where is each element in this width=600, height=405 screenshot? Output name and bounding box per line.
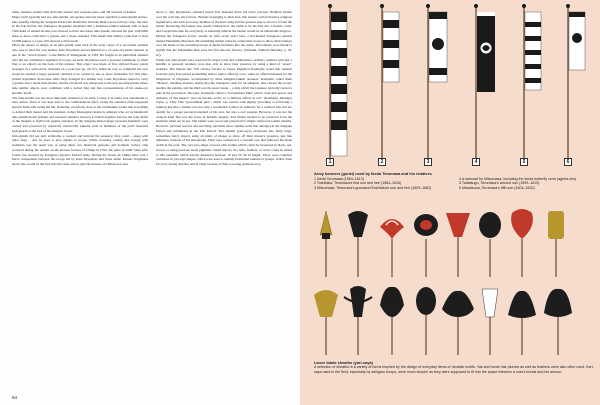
sheath-12 — [416, 287, 436, 355]
sheath-7 — [511, 209, 533, 277]
sheath-3 — [380, 219, 404, 277]
sheath-16 — [544, 289, 572, 355]
sheath-caption-title: Lance blade sheaths (yari-saya) — [314, 360, 373, 365]
sheath-11 — [380, 287, 404, 355]
banner-6 — [569, 12, 585, 70]
caption-item: 4 a samurai for Mitsumasa, including the Ikeda butterfly crest (ageha-cho). — [459, 176, 578, 181]
banner-caption — [314, 172, 594, 190]
banner-5 — [525, 12, 541, 90]
sheath-5 — [446, 213, 470, 277]
sheath-4 — [414, 214, 438, 277]
banner-4 — [477, 12, 495, 92]
paragraph: While real uma-jirushi were reserved for major lords and commanders, ordinary samurai with just a handful of personal retainers were also able to show their presence by using a kind of "ersatz" standard. The famous late 17th century traveler to Japan, Engelbert Kaempfer, noted that samurai from the early Edo period (something akin to junior officers) were, when on official missions for the Magistrate of Nagasaki, accompanied by three ashigaru-ranked retainers. Kaempfer called them "Monen", meaning abusive, noting that the Tokugawa term for an ashigaru. One carried the sword, another the sandals, and the third was the spear bearer – a duty which the Japanese typically carried a pike in the procession. The pike. Kaempfer called a "Government Pike" which "exercises power and authority of this master" once he became active as "a military officer in war" (Kaempfer, Heutiges Japan, p. 239). This "government pike", which was carried with dignity preceding or following a samurai just like a banner was not only a ceremonial symbol of authority for a samurai who did not qualify for a proper personal standard of his own, but also a real weapon. However, it was not the weapon itself that was the focus of heraldic display. Yari blades needed to be protected from the elements when not in use. The blades were wood and protected by simple reinforced leather sheaths. However, pictorial sources and surviving specimen show another trend that emerged in the Sengoku Period and culminated in the Edo Period: Yari sheaths (yari-saya) developed into fairly large, sometimes fancy objects using all kinds of shapes to show off their master's presence, just like miniature versions of 3D uma-jirushi. Their saya consisted of a wooden core that followed the blade width in the pole. The yari-saya shape covered with leather which could be lacquered in black, red, brown, or using precious metal pigments. Small objects, fur, tufts, feathers, or crests could be added to this ensemble which usually measured between 10 and 50 cm in height. There were countless variations in yari-saya shapes, which were used to identify individual samurai or groups, visible from far away during marches and in camp because of their towering positions atop — [156, 57, 292, 166]
sheath-13 — [442, 291, 474, 355]
sheath-9 — [314, 290, 338, 355]
banner-number: 2 — [378, 158, 386, 166]
paragraph: Major lords typically had two uma-jirushi, one greater and one lesser standard (o-uma-jirushi and ko-uma-jirushi). During the Sengoku Period the distinction between them was not always crisp, but later in the Edo Period, the Tokugawa shogunate stipulated that a hatamoto-ranked samurai with at least 1300 koku of annual income was allowed to have one lesser uma-jirushi, whereas his peer with 6000 koku or more could have a greater and a lesser standard. This meant that daimyo (who had at least 10,000 koku p.a.) were still allowed to have both. — [12, 14, 148, 43]
caption-item: 5 Tadatsugu, Terumasa's second son (1599–1615) — [459, 181, 540, 186]
paragraph: items, lanterns, leather tufts and balls, armour and weapons parts, and 3D versions of kamon. — [12, 10, 137, 14]
banner-2 — [383, 12, 399, 82]
sheath-14 — [482, 289, 498, 355]
sheath-2 — [348, 211, 368, 277]
sheath-caption-body: A selection of sheaths in a variety of forms inspired by the design of everyday items or heraldic motifs. Yak and horse hair plumes as well as feathers were also often used. Kari-saya used in the field, especially by ashigaru troops, were much simpler as they were supposed to fit into the space between a man's breast and his armour. — [314, 365, 594, 374]
sheath-1 — [320, 211, 332, 277]
sheath-caption — [314, 361, 594, 374]
paragraph: Often the choice of design of an uma-jirushi went back to the early career of a successful samurai who rose to have his own banner. Kato Kiyomasa proved himself as a 21-year-old junior samurai as one of the "Seven Spears" to the Battle of Shizugatake in 1583. He fought as an individual samurai who did not command a regiment of troops. As such, Kiyomasa wore a personal sashimono (a small flag or an object) on the back of his armour. This object was made of five stylized flower petals arranged in a semi-circle, mounted on a pole (see pp. 66–67). When he rose to command his own troops he needed a larger personal standard to be carried by one or more attendants. For this uma-jirushi, Kiyomasa chose nine white flags arranged in a similar way. Later, Kiyomasa started to carry a greater and a lesser uma-jirushi, and the old motif was transposed to his new ko-uma-jirushi where nine similar objects were combined with a nobori flag and fore representations of his snake-eye heraldic motif. — [12, 43, 148, 95]
sheath-15 — [508, 291, 536, 355]
sheath-8 — [548, 211, 564, 277]
yari-saya-illustration — [300, 205, 600, 360]
banner-3 — [429, 12, 447, 82]
text-column-2 — [156, 10, 292, 392]
banner-number-row — [300, 158, 600, 168]
caption-item: 3 Mitsumasa, Terumasa's grandson/Toshitaka's son and heir (1609–1682) — [314, 185, 432, 190]
right-page — [300, 0, 600, 405]
text-column-1 — [12, 10, 148, 392]
banner-number: 1 — [326, 158, 334, 166]
banner-caption-title: Army banners (gunki) used by Ikeda Terumasa and his relatives — [314, 171, 432, 176]
caption-item: 1 Ikeda Terumasa (1564–1613) — [314, 176, 364, 181]
sheath-10 — [344, 286, 372, 355]
caption-item: 6 Masatsuna, Terumasa's fifth son (1604–1632) — [459, 185, 535, 190]
text-columns — [12, 10, 292, 392]
sheath-6 — [479, 212, 501, 277]
army-banners-illustration — [300, 0, 600, 180]
paragraph: The uma-jirushi was the most important standard of an army. Losing it in battle was tantamount to utter defeat. Since it was kept next to the commander-in-chief, losing the standard often happened hand in hand with losing his life. Naturally, everybody close to the commander would risk everything to defend their master and his standard. Zohyo Monogatari instructs ashigaru who act as hatamochi uma-jirushi mochi (banner and personal standard bearers) to bunch together and use the long shafts of the insignia to fight back against attackers. In the Sengoku Period major personal standards were carried and protected by especially trustworthy samurai such as members of the lord's mounted bodyguards or the best of his ashigaru troops. — [12, 95, 148, 133]
paragraph: Uma-jirushi did not only symbolize a warlord and indicate his presence; they could – along with other flags – also be used to give signals to troops. While lowering, raising and waving with standards was the usual way of using them, two historical episodes add dramatic variety. One occurred during the assault on the Korean fortress of Chinju in 1593, the other in 1600 when Gifu Castle was stormed by Tokugawa Ieyasu's Eastern army. During the attack on Chinju there was a fierce competition between the troops led by Kato Kiyomasa and those under Kuroda Nagamasa about who would be the first into the castle and so gain the honour of ichiban-nori (see — [12, 133, 148, 166]
paragraph: During the Tokugawa forces' assault on Gifu seven years later, a hot-headed Tokugawa general named Fukushima Masanori did something similar when he ordered his troops to throw their banners over the heads of the preceding troops of Ikeda Terumasa into the castle. The banners were meant to signify that the Fukushima men were the first into the fortress. (Turnbull, Samurai Heraldry, p. 32, 61). — [156, 33, 292, 57]
banner-number: 6 — [564, 158, 572, 166]
banner-number: 3 — [424, 158, 432, 166]
banner-number: 5 — [520, 158, 528, 166]
caption-item: 2 Toshitaka, Terumasa's first son and heir (1584–1616) — [314, 181, 402, 186]
page-number: 64 — [12, 395, 18, 400]
paragraph: above p. 46). Kiyomasa's standard bearer Iida Kakubei threw his lord's precious Nichiren banner over the wall into the fortress. Besides belonging to their lord, this banner carried massive religious significance and each and every member of the Kato army felt the greatest urge to recover it from the inside. Retrieving the banner also meant ichiban-nori, the claim to be the first into a hostile castle, and it upped the ante for everybody as returning without the banner would be an unbearable disgrace. — [156, 10, 292, 33]
banner-number: 4 — [472, 158, 480, 166]
banner-1 — [331, 12, 347, 156]
